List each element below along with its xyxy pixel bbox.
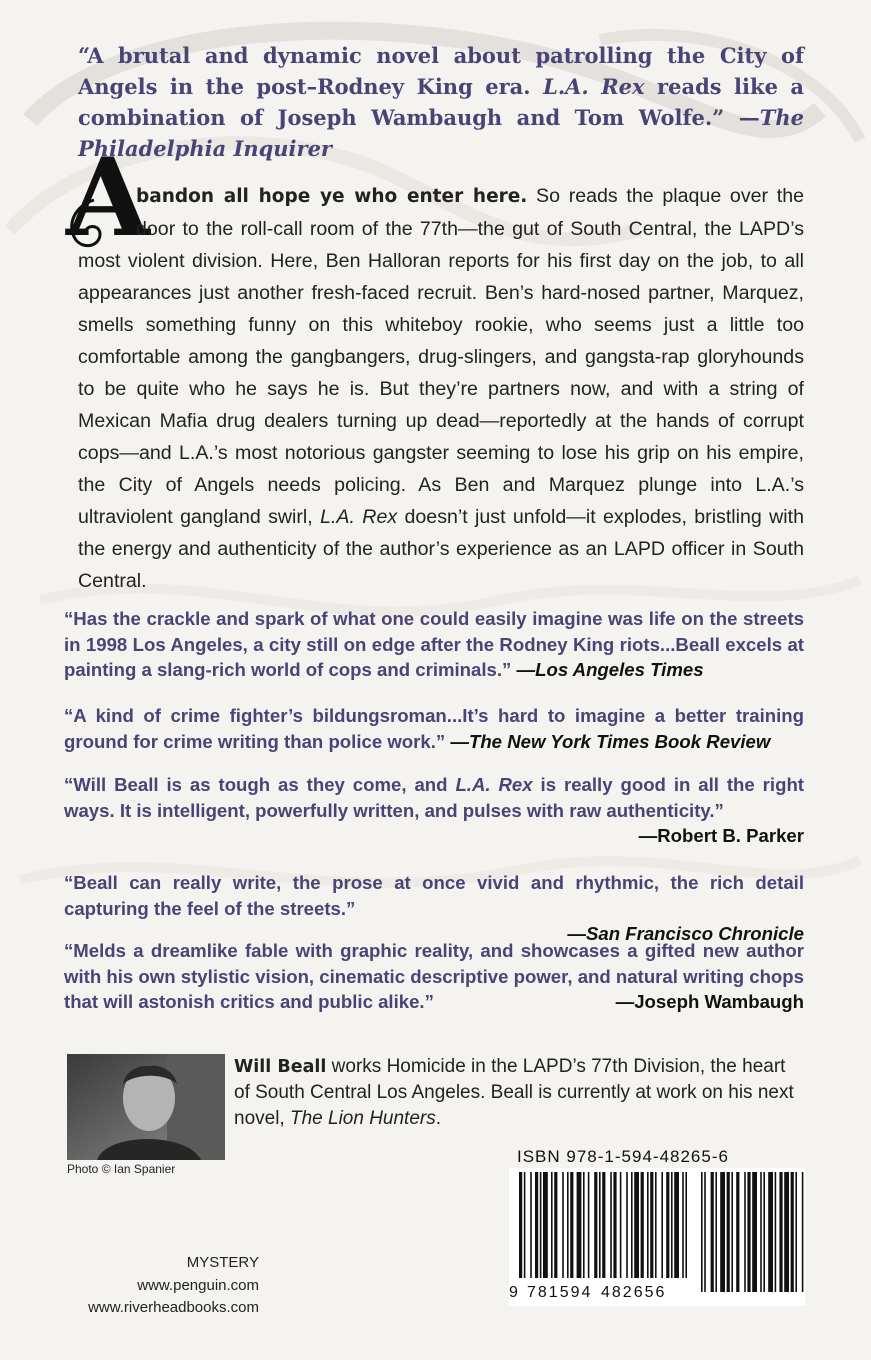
- barcode-bar: [626, 1172, 628, 1278]
- blurb-1-text: “Has the crackle and spark of what one could easily imagine was life on the streets in 1998 Los Angeles, a city still on edge after the Rodney King riots...Beall excels at painting a slang-rich world of cops and criminals.”: [64, 608, 804, 680]
- barcode-bar: [554, 1172, 557, 1278]
- blurb-2-dash: —: [450, 730, 469, 752]
- barcode-bar: [744, 1172, 746, 1292]
- barcode-bar: [752, 1172, 757, 1292]
- blurb-5-source: —Joseph Wambaugh: [615, 991, 804, 1012]
- blurb-sf-chronicle: [64, 870, 804, 947]
- barcode-bar: [731, 1172, 733, 1292]
- barcode-bar: [650, 1172, 653, 1278]
- author-bio-text: works Homicide in the LAPD’s 77th Division, the heart of South Central Los Angeles. Beall is currently at work on his next novel,: [234, 1056, 794, 1129]
- drop-cap-letter: A: [66, 135, 150, 261]
- barcode-bar: [577, 1172, 582, 1278]
- barcode-bar: [685, 1172, 687, 1278]
- blurb-robert-parker: [64, 772, 804, 849]
- author-name: Will Beall: [234, 1057, 327, 1077]
- isbn-number: ISBN 978-1-594-48265-6: [517, 1147, 729, 1166]
- book-description: [78, 180, 804, 597]
- blurb-2-source: The New York Times Book Review: [468, 730, 771, 752]
- barcode-bar: [701, 1172, 703, 1292]
- barcode-bar: [570, 1172, 573, 1278]
- top-quote-text2: reads like a combination of Joseph Wambaugh and Tom Wolfe.” —: [78, 74, 805, 130]
- blurb-4-text: “Beall can really write, the prose at once vivid and rhythmic, the rich detail capturing the feel of the streets.”: [64, 872, 804, 919]
- barcode-bar: [711, 1172, 714, 1292]
- barcode-bar: [588, 1172, 590, 1278]
- barcode-bar: [704, 1172, 706, 1292]
- barcode-bar: [661, 1172, 663, 1278]
- barcode-bar: [610, 1172, 612, 1278]
- blurb-3-source: —Robert B. Parker: [638, 825, 804, 846]
- blurb-4-source: San Francisco Chronicle: [585, 923, 804, 944]
- category-label: MYSTERY: [186, 1254, 259, 1271]
- barcode-bar: [583, 1172, 585, 1278]
- barcode-bar: [655, 1172, 657, 1278]
- description-part2: doesn’t just unfold—it explodes, bristling with the energy and authenticity of the author’s experience as an LAPD officer in South Central.: [78, 506, 804, 592]
- top-quote-text: “A brutal and dynamic novel about patrolling the City of Angels in the post–Rodney King era.: [78, 43, 804, 99]
- blurb-4-dash: —: [567, 923, 586, 944]
- barcode-bar: [736, 1172, 739, 1292]
- barcode-bar: [641, 1172, 644, 1278]
- barcode-bar: [720, 1172, 725, 1292]
- barcode-bar: [524, 1172, 526, 1278]
- barcode-bar: [671, 1172, 673, 1278]
- blurb-3-post: is really good in all the right ways. It is intelligent, powerfully written, and pulses with raw authenticity.”: [64, 774, 804, 821]
- barcode-bar: [682, 1172, 684, 1278]
- barcode-digits-right: 482656: [601, 1284, 667, 1301]
- blurb-1-source: Los Angeles Times: [535, 659, 704, 680]
- barcode-bar: [791, 1172, 794, 1292]
- penguin-website: www.penguin.com: [137, 1277, 259, 1294]
- blurb-nyt-book-review: [64, 703, 804, 754]
- barcode-bar: [784, 1172, 789, 1292]
- top-quote-title: L.A. Rex: [543, 74, 645, 99]
- barcode-bar: [802, 1172, 804, 1292]
- blurb-1-dash: —: [516, 659, 536, 680]
- barcode-bar: [674, 1172, 679, 1278]
- barcode-bar: [634, 1172, 639, 1278]
- barcode-bar: [602, 1172, 605, 1278]
- description-title: L.A. Rex: [320, 506, 398, 528]
- barcode-bar: [760, 1172, 762, 1292]
- barcode-bar: [666, 1172, 669, 1278]
- blurb-joseph-wambaugh: [64, 938, 804, 1015]
- barcode-bar: [540, 1172, 542, 1278]
- barcode-bar: [727, 1172, 730, 1292]
- blurb-3-pre: “Will Beall is as tough as they come, and: [64, 774, 456, 795]
- barcode-bar: [562, 1172, 564, 1278]
- next-novel-title: The Lion Hunters: [289, 1108, 436, 1129]
- blurb-3-title: L.A. Rex: [455, 774, 533, 795]
- barcode-digits-left: 781594: [527, 1284, 593, 1301]
- barcode-bar: [715, 1172, 717, 1292]
- description-lead: bandon all hope ye who enter here.: [136, 186, 528, 207]
- blurb-2-text: “A kind of crime fighter’s bildungsroman...It’s hard to imagine a better training ground for crime writing than police work.”: [64, 705, 804, 752]
- author-photo: [67, 1054, 225, 1160]
- blurb-5-text: “Melds a dreamlike fable with graphic reality, and showcases a gifted new author with his own stylistic vision, cinematic descriptive power, and natural writing chops that will astonish critics and public alike.”: [64, 940, 804, 1012]
- barcode-bar: [567, 1172, 569, 1278]
- author-bio: Will Beall works Homicide in the LAPD’s 77th Division, the heart of South Central Los Angeles. Beall is currently at work on his next novel, The Lion Hunters.: [234, 1056, 794, 1129]
- top-review-quote: [78, 40, 804, 164]
- barcode-bar: [775, 1172, 777, 1292]
- barcode-bar: [795, 1172, 797, 1292]
- barcode-bar: [594, 1172, 597, 1278]
- barcode-bar: [747, 1172, 750, 1292]
- riverhead-website: www.riverheadbooks.com: [88, 1299, 259, 1316]
- barcode-bar: [768, 1172, 773, 1292]
- barcode-bar: [779, 1172, 782, 1292]
- barcode-bar: [599, 1172, 601, 1278]
- barcode-bar: [763, 1172, 765, 1292]
- barcode-bar: [519, 1172, 522, 1278]
- top-quote-source: The Philadelphia Inquirer: [78, 105, 804, 161]
- blurb-los-angeles-times: [64, 606, 804, 683]
- description-part1: So reads the plaque over the door to the roll-call room of the 77th—the gut of South Central, the LAPD’s most violent division. Here, Ben Halloran reports for his first day on the job, to all appearances just another fresh-faced recruit. Ben’s hard-nosed partner, Marquez, smells something funny on this whiteboy rookie, who seems just a little too comfortable among the gangbangers, drug-slingers, and gangsta-rap gloryhounds to be quite who he says he is. But they’re partners now, and with a string of Mexican Mafia drug dealers turning up dead—reportedly at the hands of corrupt cops—and L.A.’s most notorious gangster seeming to lose his grip on his empire, the City of Angels needs policing. As Ben and Marquez plunge into L.A.’s ultraviolent gangland swirl,: [78, 185, 804, 528]
- barcode-bar: [613, 1172, 616, 1278]
- photo-credit: Photo © Ian Spanier: [67, 1162, 176, 1176]
- barcode-bar: [535, 1172, 538, 1278]
- barcode-bar: [551, 1172, 553, 1278]
- barcode-bar: [543, 1172, 548, 1278]
- barcode-bar: [647, 1172, 649, 1278]
- barcode-bar: [631, 1172, 633, 1278]
- barcode-digit-first: 9: [509, 1284, 518, 1301]
- barcode-bar: [620, 1172, 622, 1278]
- barcode-bar: [530, 1172, 532, 1278]
